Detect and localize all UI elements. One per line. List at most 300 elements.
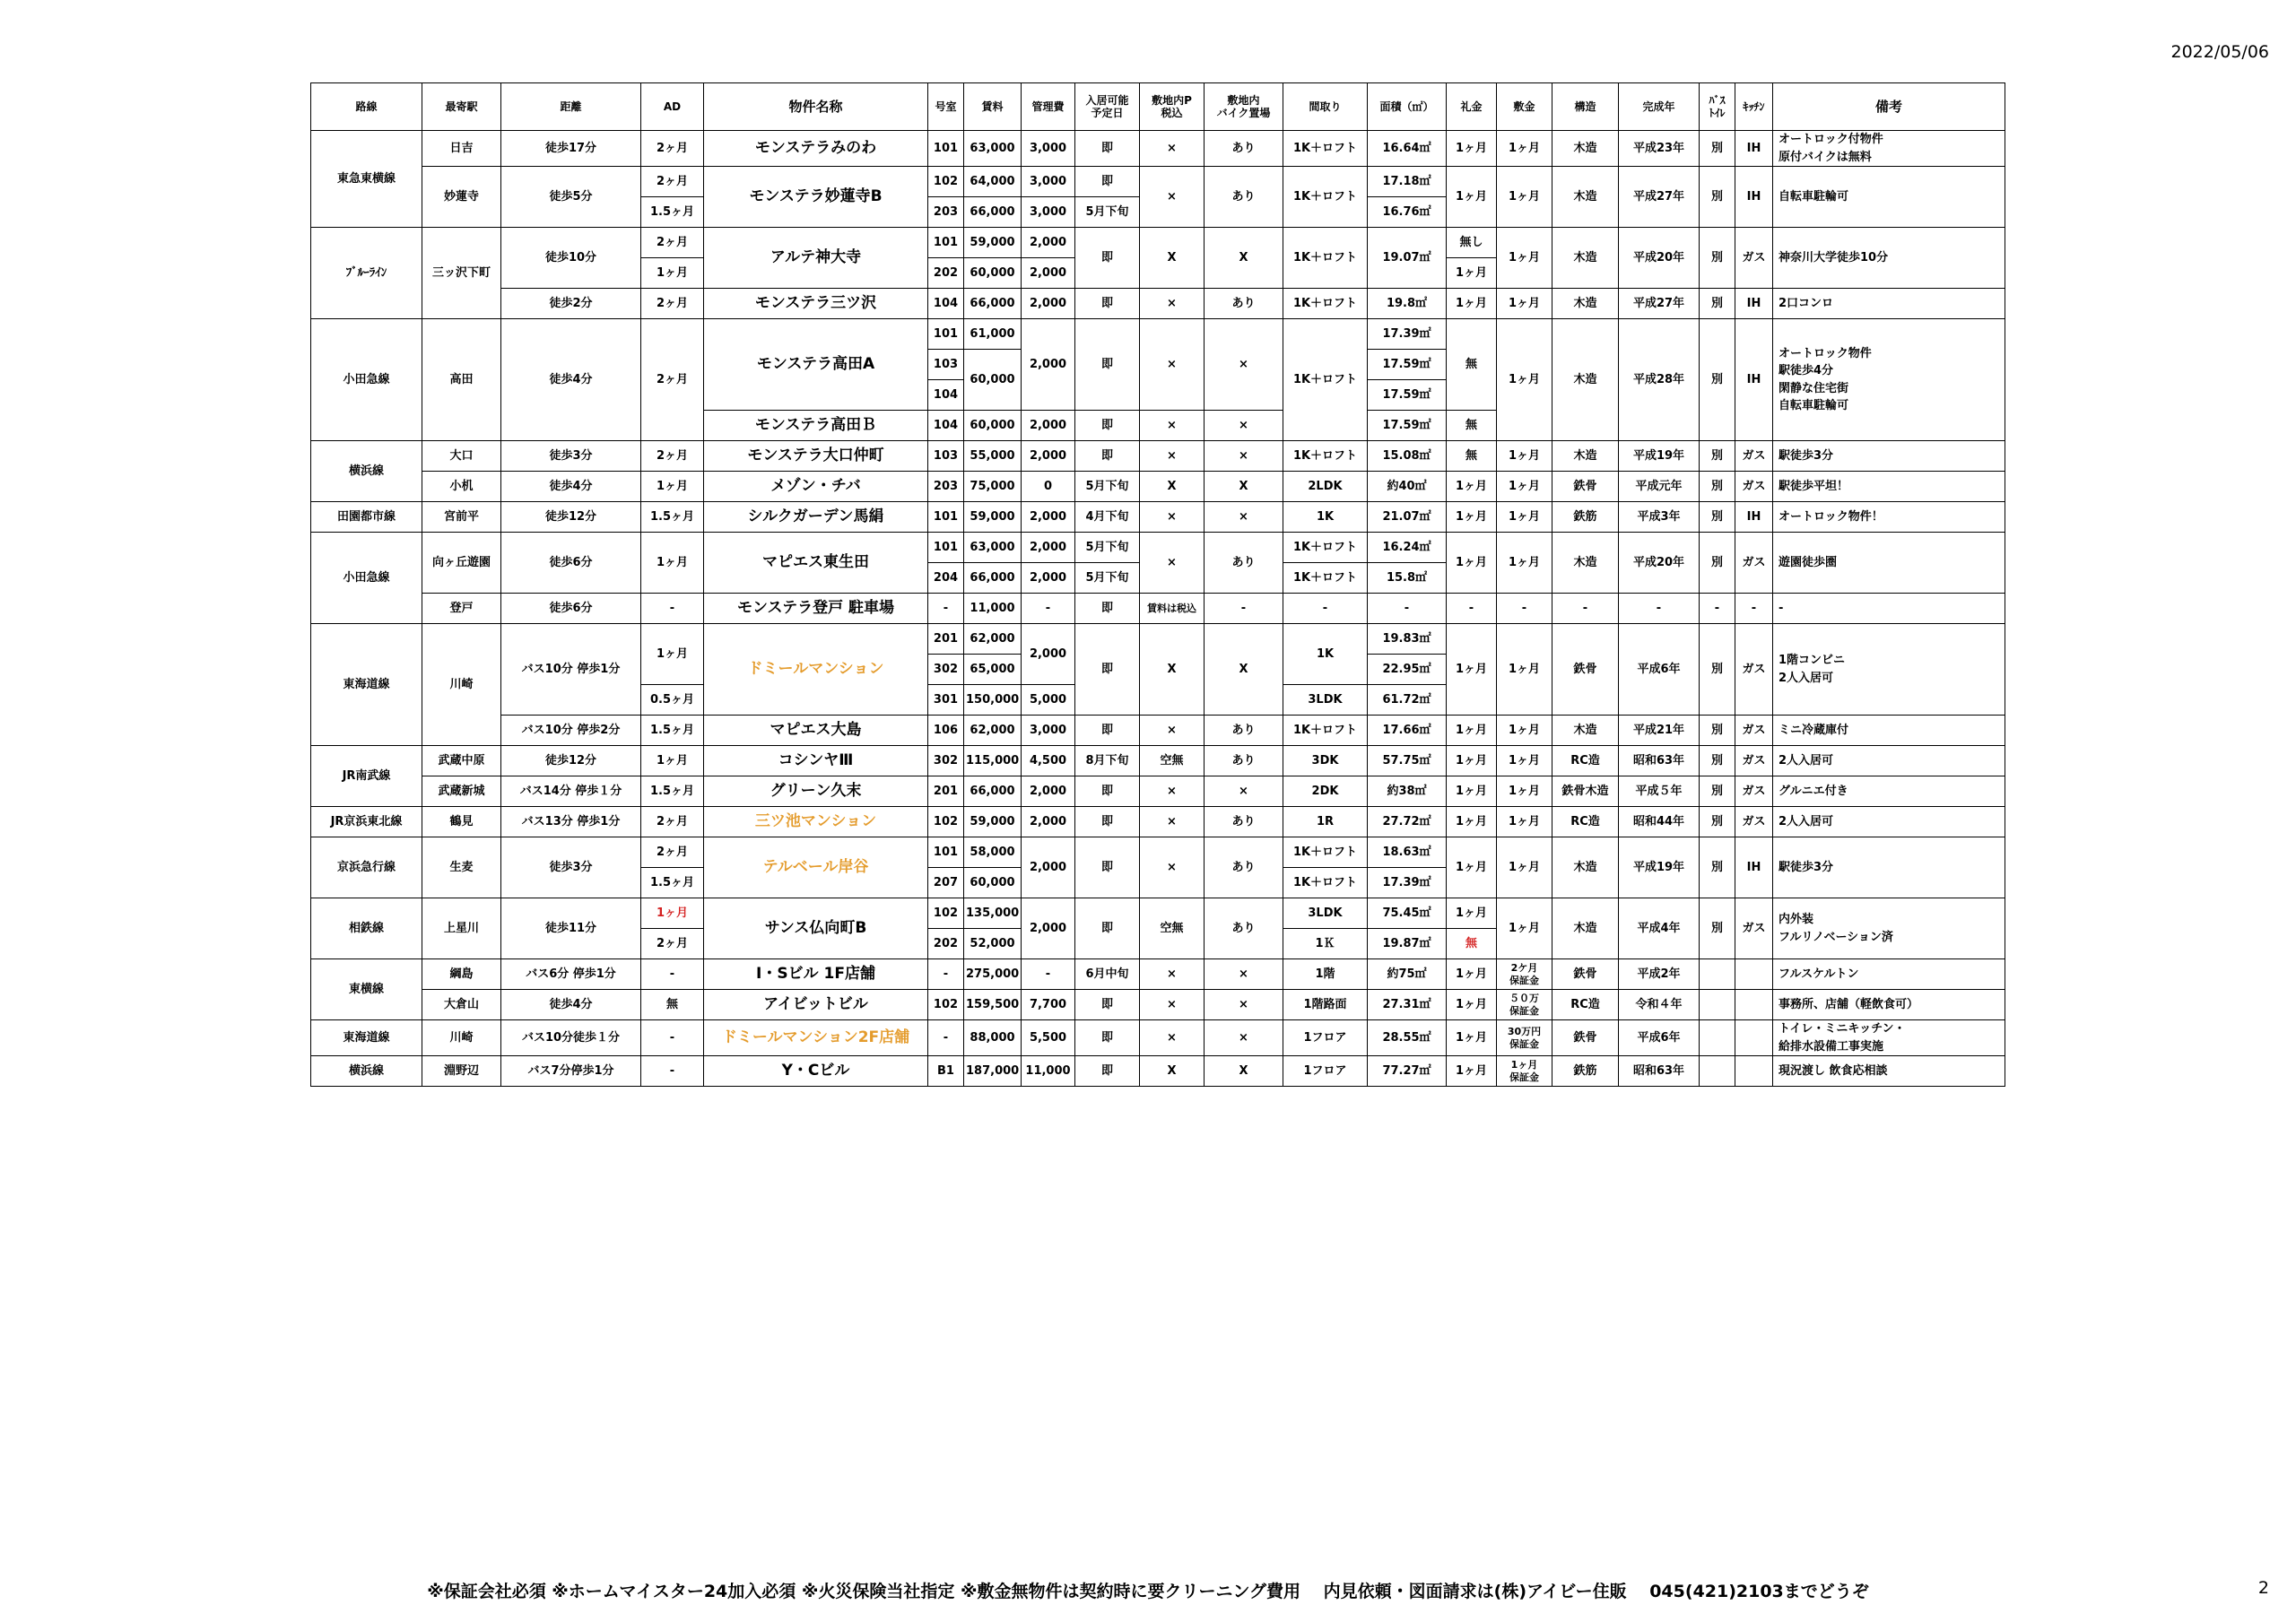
cell-dist: バス10分徒歩１分 — [501, 1020, 641, 1056]
cell-note: フルスケルトン — [1773, 959, 2005, 990]
column-header: 物件名称 — [704, 83, 928, 131]
cell-rent: 61,000 — [964, 319, 1022, 350]
cell-dist: 徒歩4分 — [501, 990, 641, 1020]
cell-struct: 鉄骨 — [1552, 472, 1619, 502]
cell-dist: 徒歩12分 — [501, 502, 641, 533]
cell-mgmt: 3,000 — [1022, 167, 1075, 197]
cell-bike: あり — [1205, 898, 1283, 959]
table-row — [311, 131, 2005, 167]
cell-area: 17.59㎡ — [1368, 380, 1447, 411]
cell-p: × — [1140, 411, 1205, 441]
cell-rent: 150,000 — [964, 685, 1022, 716]
cell-name: モンステラ登戸 駐車場 — [704, 594, 928, 624]
cell-room: 204 — [928, 563, 964, 594]
cell-dist: 徒歩6分 — [501, 533, 641, 594]
cell-p: × — [1140, 776, 1205, 807]
cell-room: 101 — [928, 131, 964, 167]
cell-area: 17.18㎡ — [1368, 167, 1447, 197]
table-row — [311, 624, 2005, 655]
cell-layout: 1K＋ロフト — [1283, 837, 1368, 868]
cell-p: × — [1140, 990, 1205, 1020]
cell-layout: 3LDK — [1283, 898, 1368, 929]
cell-bath: 別 — [1700, 837, 1735, 898]
cell-kitchen — [1735, 990, 1773, 1020]
cell-area: 57.75㎡ — [1368, 746, 1447, 776]
cell-key: 1ヶ月 — [1447, 502, 1497, 533]
column-header: 管理費 — [1022, 83, 1075, 131]
cell-layout: 1K＋ロフト — [1283, 319, 1368, 441]
table-row — [311, 716, 2005, 746]
cell-mgmt: 11,000 — [1022, 1056, 1075, 1087]
cell-year: - — [1619, 594, 1700, 624]
cell-dep: 1ヶ月 — [1497, 228, 1552, 289]
cell-line: 東海道線 — [311, 624, 422, 746]
cell-p: × — [1140, 289, 1205, 319]
cell-mgmt: 2,000 — [1022, 289, 1075, 319]
table-header — [311, 83, 2005, 131]
column-header: ｷｯﾁﾝ — [1735, 83, 1773, 131]
cell-bath: 別 — [1700, 807, 1735, 837]
cell-line: 小田急線 — [311, 533, 422, 624]
cell-bike: × — [1205, 776, 1283, 807]
cell-mgmt: 2,000 — [1022, 411, 1075, 441]
cell-area: 15.8㎡ — [1368, 563, 1447, 594]
cell-bath: 別 — [1700, 776, 1735, 807]
column-header: 構造 — [1552, 83, 1619, 131]
cell-year: 平成19年 — [1619, 837, 1700, 898]
cell-dep: 1ヶ月 — [1497, 776, 1552, 807]
cell-name: ドミールマンション — [704, 624, 928, 716]
cell-move: 即 — [1075, 289, 1140, 319]
cell-year: 平成５年 — [1619, 776, 1700, 807]
cell-mgmt: 2,000 — [1022, 898, 1075, 959]
cell-area: 17.59㎡ — [1368, 350, 1447, 380]
cell-move: 4月下旬 — [1075, 502, 1140, 533]
cell-dep: ５０万 保証金 — [1497, 990, 1552, 1020]
cell-layout: 1K＋ロフト — [1283, 441, 1368, 472]
cell-layout: 1K＋ロフト — [1283, 228, 1368, 289]
cell-p: × — [1140, 959, 1205, 990]
cell-move: 即 — [1075, 594, 1140, 624]
cell-move: 即 — [1075, 228, 1140, 289]
cell-note: 2人入居可 — [1773, 746, 2005, 776]
cell-ad: 1ヶ月 — [641, 746, 704, 776]
cell-station: 生麦 — [422, 837, 501, 898]
cell-layout: 1階 — [1283, 959, 1368, 990]
cell-line: 相鉄線 — [311, 898, 422, 959]
cell-bath: 別 — [1700, 533, 1735, 594]
cell-key: 1ヶ月 — [1447, 837, 1497, 898]
cell-note: 遊園徒歩圏 — [1773, 533, 2005, 594]
cell-rent: 63,000 — [964, 533, 1022, 563]
column-header: 敷地内 バイク置場 — [1205, 83, 1283, 131]
cell-layout: 2LDK — [1283, 472, 1368, 502]
cell-room: 202 — [928, 929, 964, 959]
column-header: AD — [641, 83, 704, 131]
cell-bike: あり — [1205, 837, 1283, 898]
cell-year: 平成27年 — [1619, 289, 1700, 319]
cell-kitchen: IH — [1735, 167, 1773, 228]
table-row — [311, 898, 2005, 929]
cell-rent: 115,000 — [964, 746, 1022, 776]
cell-bath: 別 — [1700, 624, 1735, 716]
cell-rent: 275,000 — [964, 959, 1022, 990]
cell-rent: 62,000 — [964, 624, 1022, 655]
table-row — [311, 1020, 2005, 1056]
header-row — [311, 83, 2005, 131]
cell-kitchen — [1735, 959, 1773, 990]
cell-move: 5月下旬 — [1075, 472, 1140, 502]
cell-layout: 1フロア — [1283, 1020, 1368, 1056]
cell-dep: 1ヶ月 保証金 — [1497, 1056, 1552, 1087]
cell-station: 武蔵中原 — [422, 746, 501, 776]
cell-struct: 木造 — [1552, 167, 1619, 228]
cell-ad: 2ヶ月 — [641, 929, 704, 959]
cell-kitchen: ガス — [1735, 807, 1773, 837]
cell-bike: × — [1205, 990, 1283, 1020]
footer-notice: ※保証会社必須 ※ホームマイスター24加入必須 ※火災保険当社指定 ※敷金無物件は契約時に要クリーニング費用 内見依頼・図面請求は(株)アイビー住販 045(421)2103までどうぞ — [427, 1582, 1869, 1601]
cell-rent: 55,000 — [964, 441, 1022, 472]
cell-station: 川崎 — [422, 624, 501, 746]
cell-kitchen: IH — [1735, 502, 1773, 533]
cell-key: 1ヶ月 — [1447, 716, 1497, 746]
cell-dist: バス10分 停歩2分 — [501, 716, 641, 746]
cell-rent: 52,000 — [964, 929, 1022, 959]
cell-bike: あり — [1205, 131, 1283, 167]
cell-dep: 1ヶ月 — [1497, 167, 1552, 228]
cell-year: 令和４年 — [1619, 990, 1700, 1020]
cell-dist: 徒歩4分 — [501, 472, 641, 502]
cell-rent: 59,000 — [964, 502, 1022, 533]
cell-note: 駅徒歩平坦！ — [1773, 472, 2005, 502]
cell-kitchen — [1735, 1020, 1773, 1056]
cell-dep: 2ケ月 保証金 — [1497, 959, 1552, 990]
cell-line: 京浜急行線 — [311, 837, 422, 898]
cell-name: マピエス大島 — [704, 716, 928, 746]
cell-area: 27.72㎡ — [1368, 807, 1447, 837]
cell-room: - — [928, 1020, 964, 1056]
cell-bath: 別 — [1700, 472, 1735, 502]
cell-ad: - — [641, 1056, 704, 1087]
cell-layout: 1K＋ロフト — [1283, 716, 1368, 746]
cell-move: 即 — [1075, 990, 1140, 1020]
cell-area: - — [1368, 594, 1447, 624]
cell-year: 平成20年 — [1619, 533, 1700, 594]
cell-bath: 別 — [1700, 289, 1735, 319]
cell-year: 平成6年 — [1619, 1020, 1700, 1056]
cell-line: ﾌﾞﾙｰﾗｲﾝ — [311, 228, 422, 319]
column-header: 礼金 — [1447, 83, 1497, 131]
cell-kitchen: ガス — [1735, 624, 1773, 716]
cell-rent: 62,000 — [964, 716, 1022, 746]
cell-p: × — [1140, 131, 1205, 167]
cell-kitchen: IH — [1735, 131, 1773, 167]
cell-p: 賃料は税込 — [1140, 594, 1205, 624]
cell-ad: 無 — [641, 990, 704, 1020]
cell-name: モンステラ三ツ沢 — [704, 289, 928, 319]
cell-station: 向ヶ丘遊園 — [422, 533, 501, 594]
table-row — [311, 533, 2005, 563]
cell-key: 1ヶ月 — [1447, 624, 1497, 716]
cell-name: サンス仏向町B — [704, 898, 928, 959]
cell-p: × — [1140, 716, 1205, 746]
cell-note: ミニ冷蔵庫付 — [1773, 716, 2005, 746]
cell-mgmt: 3,000 — [1022, 197, 1075, 228]
cell-key: 1ヶ月 — [1447, 167, 1497, 228]
cell-dist: 徒歩6分 — [501, 594, 641, 624]
cell-layout: 1K＋ロフト — [1283, 131, 1368, 167]
cell-mgmt: 3,000 — [1022, 131, 1075, 167]
column-header: 面積（㎡） — [1368, 83, 1447, 131]
cell-bike: X — [1205, 1056, 1283, 1087]
cell-room: 101 — [928, 319, 964, 350]
cell-name: モンステラ妙蓮寺B — [704, 167, 928, 228]
cell-key: 1ヶ月 — [1447, 898, 1497, 929]
cell-ad: 1.5ヶ月 — [641, 197, 704, 228]
cell-dep: 1ヶ月 — [1497, 837, 1552, 898]
cell-p: × — [1140, 167, 1205, 228]
cell-layout: 1K＋ロフト — [1283, 868, 1368, 898]
cell-year: 平成27年 — [1619, 167, 1700, 228]
cell-bike: × — [1205, 411, 1283, 441]
cell-room: 101 — [928, 228, 964, 258]
cell-p: X — [1140, 624, 1205, 716]
cell-key: 1ヶ月 — [1447, 959, 1497, 990]
cell-note: 事務所、店舗（軽飲食可） — [1773, 990, 2005, 1020]
cell-area: 61.72㎡ — [1368, 685, 1447, 716]
cell-ad: 2ヶ月 — [641, 167, 704, 197]
cell-line: 東急東横線 — [311, 131, 422, 228]
cell-room: 201 — [928, 776, 964, 807]
cell-bike: あり — [1205, 746, 1283, 776]
cell-station: 妙蓮寺 — [422, 167, 501, 228]
cell-p: X — [1140, 228, 1205, 289]
column-header: 間取り — [1283, 83, 1368, 131]
cell-station: 三ッ沢下町 — [422, 228, 501, 319]
cell-bath: 別 — [1700, 716, 1735, 746]
cell-move: 即 — [1075, 898, 1140, 959]
cell-bath — [1700, 1020, 1735, 1056]
cell-note: 1階コンビニ 2人入居可 — [1773, 624, 2005, 716]
cell-kitchen: - — [1735, 594, 1773, 624]
cell-year: 平成23年 — [1619, 131, 1700, 167]
cell-ad: - — [641, 594, 704, 624]
cell-p: × — [1140, 319, 1205, 411]
cell-name: シルクガーデン馬絹 — [704, 502, 928, 533]
cell-bike: × — [1205, 502, 1283, 533]
cell-rent: 11,000 — [964, 594, 1022, 624]
cell-key: 1ヶ月 — [1447, 1020, 1497, 1056]
cell-room: 102 — [928, 807, 964, 837]
cell-mgmt: 2,000 — [1022, 258, 1075, 289]
cell-station: 小机 — [422, 472, 501, 502]
cell-bike: × — [1205, 441, 1283, 472]
cell-key: 1ヶ月 — [1447, 533, 1497, 594]
column-header: ﾊﾞｽ ﾄｲﾚ — [1700, 83, 1735, 131]
cell-area: 17.39㎡ — [1368, 868, 1447, 898]
cell-mgmt: 2,000 — [1022, 228, 1075, 258]
cell-p: 空無 — [1140, 898, 1205, 959]
cell-rent: 66,000 — [964, 197, 1022, 228]
cell-year: 平成2年 — [1619, 959, 1700, 990]
cell-mgmt: 2,000 — [1022, 837, 1075, 898]
cell-area: 19.8㎡ — [1368, 289, 1447, 319]
cell-year: 平成19年 — [1619, 441, 1700, 472]
cell-kitchen: ガス — [1735, 472, 1773, 502]
cell-dist: 徒歩4分 — [501, 319, 641, 441]
column-header: 路線 — [311, 83, 422, 131]
cell-dist: 徒歩3分 — [501, 441, 641, 472]
cell-room: 101 — [928, 502, 964, 533]
column-header: 敷金 — [1497, 83, 1552, 131]
cell-layout: 1K — [1283, 624, 1368, 685]
cell-room: 202 — [928, 258, 964, 289]
cell-layout: 1R — [1283, 807, 1368, 837]
cell-dep: 1ヶ月 — [1497, 746, 1552, 776]
table-row — [311, 441, 2005, 472]
cell-layout: 1Ｋ — [1283, 929, 1368, 959]
cell-year: 昭和63年 — [1619, 746, 1700, 776]
cell-ad: 1ヶ月 — [641, 898, 704, 929]
column-header: 最寄駅 — [422, 83, 501, 131]
cell-line: JR南武線 — [311, 746, 422, 807]
cell-ad: 2ヶ月 — [641, 131, 704, 167]
cell-name: モンステラ大口仲町 — [704, 441, 928, 472]
cell-area: 18.63㎡ — [1368, 837, 1447, 868]
cell-name: アルテ神大寺 — [704, 228, 928, 289]
cell-bike: × — [1205, 319, 1283, 411]
cell-move: 即 — [1075, 319, 1140, 411]
column-header: 入居可能 予定日 — [1075, 83, 1140, 131]
cell-name: グリーン久末 — [704, 776, 928, 807]
cell-ad: - — [641, 1020, 704, 1056]
cell-struct: 木造 — [1552, 319, 1619, 441]
cell-dist: 徒歩10分 — [501, 228, 641, 289]
table-row — [311, 289, 2005, 319]
cell-room: - — [928, 959, 964, 990]
cell-key: 1ヶ月 — [1447, 746, 1497, 776]
cell-name: コシンヤⅢ — [704, 746, 928, 776]
cell-ad: 2ヶ月 — [641, 837, 704, 868]
cell-struct: RC造 — [1552, 807, 1619, 837]
cell-bath — [1700, 959, 1735, 990]
cell-rent: 66,000 — [964, 563, 1022, 594]
cell-year: 平成3年 — [1619, 502, 1700, 533]
cell-room: 207 — [928, 868, 964, 898]
cell-struct: 木造 — [1552, 441, 1619, 472]
cell-dist: バス7分停歩1分 — [501, 1056, 641, 1087]
cell-line: 東海道線 — [311, 1020, 422, 1056]
cell-dep: 1ヶ月 — [1497, 472, 1552, 502]
cell-rent: 187,000 — [964, 1056, 1022, 1087]
table-row — [311, 472, 2005, 502]
cell-move: 5月下旬 — [1075, 197, 1140, 228]
cell-ad: 2ヶ月 — [641, 228, 704, 258]
cell-station: 川崎 — [422, 1020, 501, 1056]
cell-name: 三ツ池マンション — [704, 807, 928, 837]
cell-room: 203 — [928, 197, 964, 228]
cell-station: 武蔵新城 — [422, 776, 501, 807]
cell-note: トイレ・ミニキッチン・ 給排水設備工事実施 — [1773, 1020, 2005, 1056]
cell-note: オートロック物件 駅徒歩4分 閑静な住宅街 自転車駐輪可 — [1773, 319, 2005, 441]
cell-rent: 159,500 — [964, 990, 1022, 1020]
cell-room: 103 — [928, 350, 964, 380]
cell-station: 大倉山 — [422, 990, 501, 1020]
cell-dist: 徒歩5分 — [501, 167, 641, 228]
cell-station: 日吉 — [422, 131, 501, 167]
cell-struct: 木造 — [1552, 898, 1619, 959]
cell-layout: 1K＋ロフト — [1283, 533, 1368, 563]
cell-line: 横浜線 — [311, 1056, 422, 1087]
cell-ad: 1ヶ月 — [641, 533, 704, 594]
cell-dep: 1ヶ月 — [1497, 441, 1552, 472]
cell-rent: 65,000 — [964, 655, 1022, 685]
cell-name: モンステラ高田Ｂ — [704, 411, 928, 441]
cell-name: アイビットビル — [704, 990, 928, 1020]
cell-bath: 別 — [1700, 167, 1735, 228]
cell-move: 即 — [1075, 624, 1140, 716]
cell-mgmt: 3,000 — [1022, 716, 1075, 746]
cell-struct: 鉄筋 — [1552, 502, 1619, 533]
cell-mgmt: 2,000 — [1022, 533, 1075, 563]
property-table — [310, 82, 2005, 1087]
cell-note: オートロック付物件 原付バイクは無料 — [1773, 131, 2005, 167]
cell-bath: 別 — [1700, 131, 1735, 167]
cell-room: 302 — [928, 655, 964, 685]
cell-rent: 63,000 — [964, 131, 1022, 167]
table-row — [311, 746, 2005, 776]
cell-layout: - — [1283, 594, 1368, 624]
cell-year: 平成21年 — [1619, 716, 1700, 746]
cell-move: 6月中旬 — [1075, 959, 1140, 990]
cell-dep: 1ヶ月 — [1497, 898, 1552, 959]
cell-kitchen: IH — [1735, 837, 1773, 898]
cell-bike: あり — [1205, 533, 1283, 594]
cell-line: JR京浜東北線 — [311, 807, 422, 837]
cell-year: 昭和63年 — [1619, 1056, 1700, 1087]
column-header: 号室 — [928, 83, 964, 131]
cell-key: 無 — [1447, 441, 1497, 472]
cell-bike: X — [1205, 228, 1283, 289]
cell-room: 102 — [928, 167, 964, 197]
cell-move: 即 — [1075, 1056, 1140, 1087]
cell-room: 104 — [928, 289, 964, 319]
cell-name: メゾン・チバ — [704, 472, 928, 502]
cell-move: 即 — [1075, 411, 1140, 441]
cell-bike: × — [1205, 959, 1283, 990]
cell-move: 5月下旬 — [1075, 563, 1140, 594]
cell-dist: バス10分 停歩1分 — [501, 624, 641, 716]
cell-rent: 59,000 — [964, 228, 1022, 258]
cell-kitchen: ガス — [1735, 533, 1773, 594]
cell-key: 無し — [1447, 228, 1497, 258]
table-row — [311, 990, 2005, 1020]
cell-area: 77.27㎡ — [1368, 1056, 1447, 1087]
cell-note: 駅徒歩3分 — [1773, 837, 2005, 898]
cell-layout: 3LDK — [1283, 685, 1368, 716]
table-row — [311, 959, 2005, 990]
cell-layout: 3DK — [1283, 746, 1368, 776]
cell-bath: 別 — [1700, 898, 1735, 959]
cell-dist: バス6分 停歩1分 — [501, 959, 641, 990]
cell-kitchen: ガス — [1735, 746, 1773, 776]
cell-ad: 0.5ヶ月 — [641, 685, 704, 716]
cell-kitchen: ガス — [1735, 776, 1773, 807]
cell-room: 106 — [928, 716, 964, 746]
cell-area: 17.59㎡ — [1368, 411, 1447, 441]
cell-ad: 2ヶ月 — [641, 807, 704, 837]
cell-room: 102 — [928, 898, 964, 929]
